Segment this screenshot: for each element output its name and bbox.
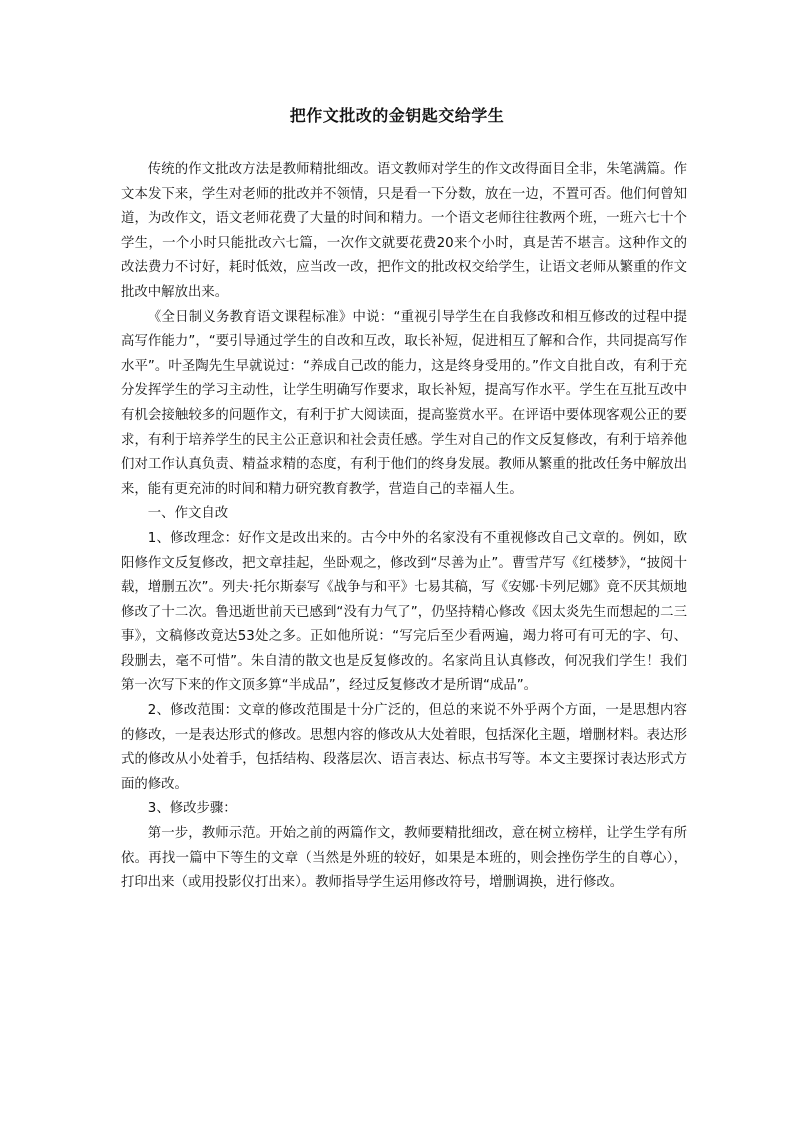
paragraph: 传统的作文批改方法是教师精批细改。语文教师对学生的作文改得面目全非，朱笔满篇。作文本发下来，学生对老师的批改并不领情，只是看一下分数，放在一边，不置可否。他们何曾知道，为改作文，语文老师花费了大量的时间和精力。一个语文老师往往教两个班，一班六七十个学生，一个小时只能批改六七篇，一次作文就要花费20来个小时，真是苦不堪言。这种作文的改法费力不讨好，耗时低效，应当改一改，把作文的批改权交给学生，让语文老师从繁重的作文批改中解放出来。 xyxy=(121,162,687,300)
document-body xyxy=(121,158,687,896)
paragraph: 1、修改理念：好作文是改出来的。古今中外的名家没有不重视修改自己文章的。例如，欧阳修作文反复修改，把文章挂起，坐卧观之，修改到“尽善为止”。曹雪芹写《红楼梦》，“披阅十载，增删五次”。列夫·托尔斯泰写《战争与和平》七易其稿，写《安娜·卡列尼娜》竟不厌其烦地修改了十二次。鲁迅逝世前天已感到“没有力气了”，仍坚持精心修改《因太炎先生而想起的二三事》，文稿修改竟达53处之多。正如他所说：“写完后至少看两遍，竭力将可有可无的字、句、段删去，毫不可惜”。朱自清的散文也是反复修改的。名家尚且认真修改，何况我们学生！我们第一次写下来的作文顶多算“半成品”，经过反复修改才是所谓“成品”。 xyxy=(121,530,687,694)
section-heading: 一、作文自改 xyxy=(147,506,229,522)
paragraph: 2、修改范围：文章的修改范围是十分广泛的，但总的来说不外乎两个方面，一是思想内容的修改，一是表达形式的修改。思想内容的修改从大处着眼，包括深化主题，增删材料。表达形式的修改从小处着手，包括结构、段落层次、语言表达、标点书写等。本文主要探讨表达形式方面的修改。 xyxy=(121,703,687,792)
subsection-heading: 3、修改步骤： xyxy=(147,801,237,817)
paragraph: 第一步，教师示范。开始之前的两篇作文，教师要精批细改，意在树立榜样，让学生学有所依。再找一篇中下等生的文章（当然是外班的较好，如果是本班的，则会挫伤学生的自尊心），打印出来（或用投影仪打出来）。教师指导学生运用修改符号，增删调换，进行修改。 xyxy=(121,826,687,891)
paragraph: 《全日制义务教育语文课程标准》中说：“重视引导学生在自我修改和相互修改的过程中提高写作能力”，“要引导通过学生的自改和互改，取长补短，促进相互了解和合作，共同提高写作水平”。叶圣陶先生早就说过：“养成自己改的能力，这是终身受用的。”作文自批自改，有利于充分发挥学生的学习主动性，让学生明确写作要求，取长补短，提高写作水平。学生在互批互改中有机会接触较多的问题作文，有利于扩大阅读面，提高鉴赏水平。在评语中要体现客观公正的要求，有利于培养学生的民主公正意识和社会责任感。学生对自己的作文反复修改，有利于培养他们对工作认真负责、精益求精的态度，有利于他们的终身发展。教师从繁重的批改任务中解放出来，能有更充沛的时间和精力研究教育教学，营造自己的幸福人生。 xyxy=(121,309,687,497)
document-title: 把作文批改的金钥匙交给学生 xyxy=(289,106,505,125)
